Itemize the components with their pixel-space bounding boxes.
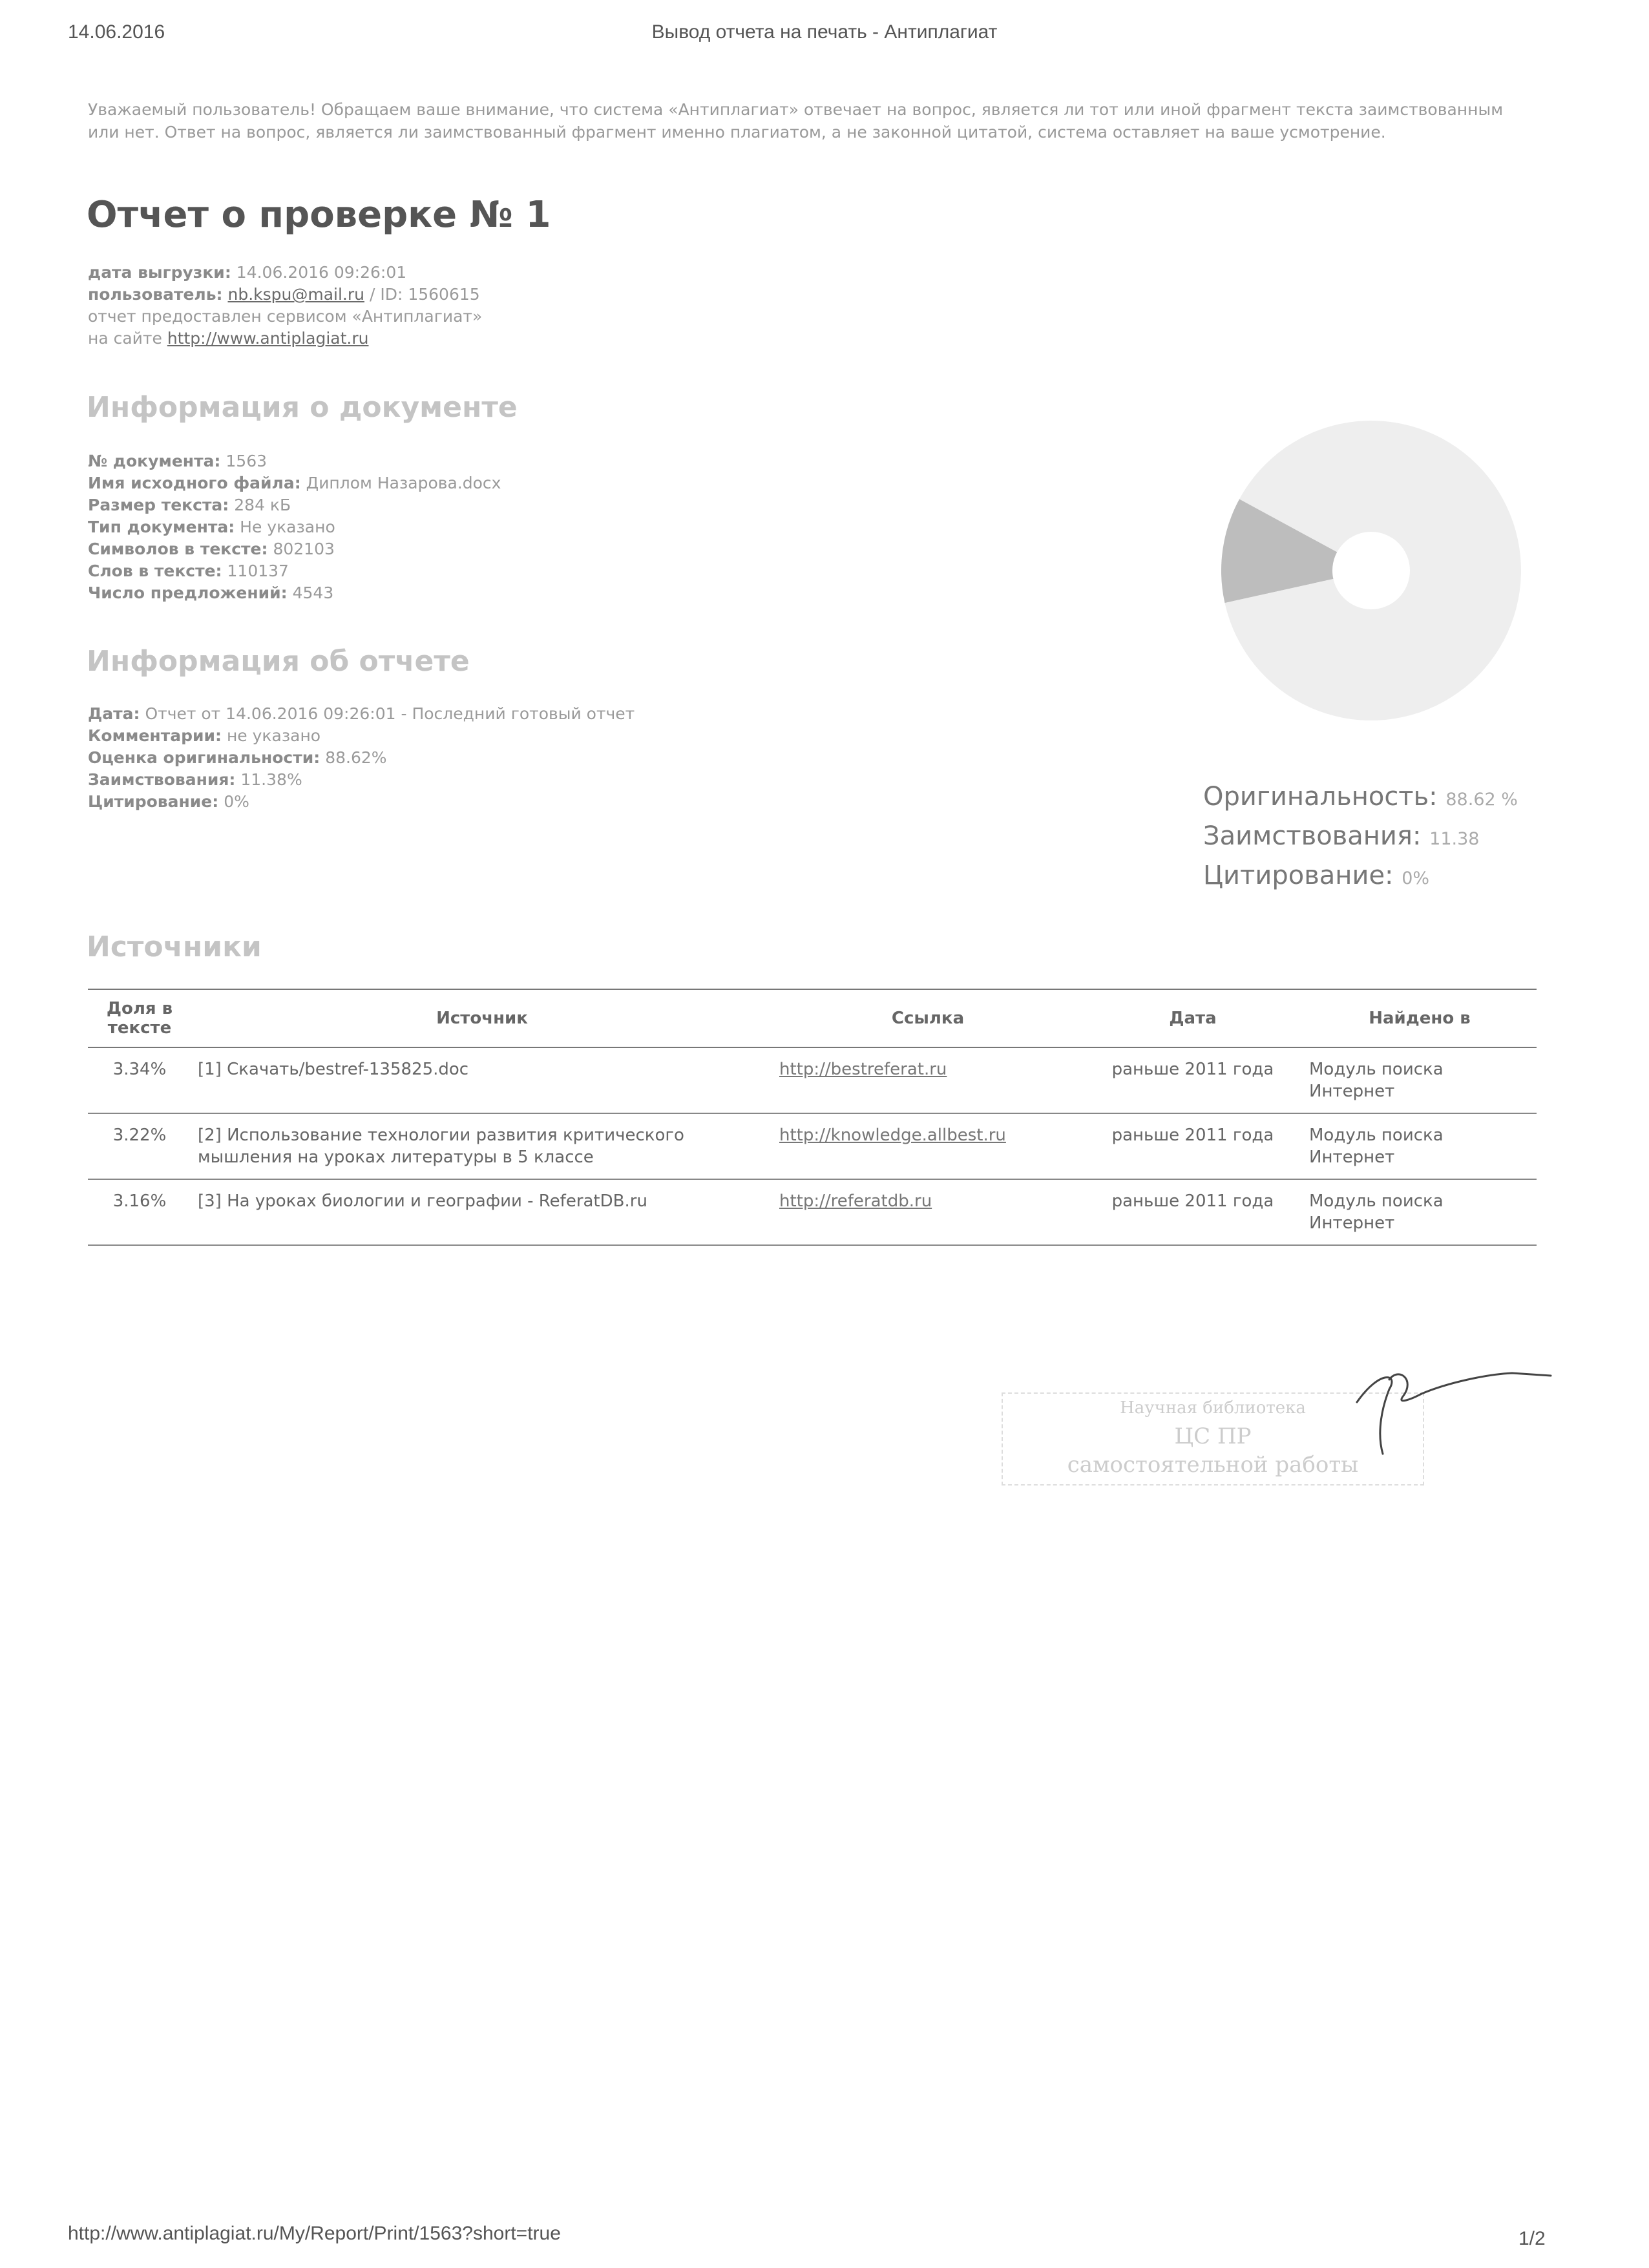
source-link-cell [773, 1047, 1083, 1113]
source-share: 3.22% [88, 1113, 191, 1179]
report-info-item [88, 769, 635, 791]
originality-donut-chart [1189, 407, 1538, 756]
source-found-in: Модуль поиска Интернет [1303, 1047, 1537, 1113]
report-title: Отчет о проверке № 1 [87, 194, 551, 236]
legend-borrowing-label: Заимствования: [1203, 821, 1422, 851]
doc-info-label: Слов в тексте: [88, 562, 222, 580]
doc-info-value: 1563 [226, 452, 268, 470]
report-info-value: не указано [226, 726, 321, 745]
table-row [88, 1179, 1537, 1245]
legend-citation-value: 0% [1402, 868, 1430, 888]
source-link[interactable]: http://bestreferat.ru [779, 1060, 947, 1079]
doc-info-value: 4543 [292, 583, 334, 602]
notice-text: Уважаемый пользователь! Обращаем ваше внимание, что система «Антиплагиат» отвечает на вопрос, является ли тот или иной фрагмент текста заимствованным или нет. Ответ на вопрос, является ли заимствованный фрагмент именно плагиатом, а не законной цитатой, система оставляет на ваше усмотрение. [88, 100, 1504, 142]
legend-borrowing [1203, 818, 1518, 857]
col-source: Источник [191, 989, 773, 1047]
report-info-value: 88.62% [325, 748, 387, 767]
doc-info-value: Не указано [240, 518, 335, 536]
legend-citation-label: Цитирование: [1203, 861, 1394, 890]
col-date: Дата [1083, 989, 1303, 1047]
document-info-heading: Информация о документе [87, 391, 518, 424]
source-link[interactable]: http://referatdb.ru [779, 1192, 932, 1211]
col-link: Ссылка [773, 989, 1083, 1047]
source-share: 3.34% [88, 1047, 191, 1113]
doc-info-value: 110137 [227, 562, 289, 580]
source-found-in: Модуль поиска Интернет [1303, 1179, 1537, 1245]
source-found-in: Модуль поиска Интернет [1303, 1113, 1537, 1179]
source-share: 3.16% [88, 1179, 191, 1245]
sources-header-row [88, 989, 1537, 1047]
source-link-cell [773, 1113, 1083, 1179]
report-info-item [88, 703, 635, 725]
doc-info-label: Тип документа: [88, 518, 235, 536]
user-line [88, 284, 482, 306]
legend-originality-label: Оригинальность: [1203, 782, 1438, 812]
report-meta [88, 262, 482, 350]
doc-info-item [88, 450, 501, 472]
doc-info-item [88, 560, 501, 582]
legend-originality-value: 88.62 % [1445, 790, 1518, 810]
source-link-cell [773, 1179, 1083, 1245]
doc-info-item [88, 472, 501, 494]
report-info-value: 0% [224, 792, 249, 811]
report-info-label: Дата: [88, 704, 140, 723]
doc-info-item [88, 494, 501, 516]
signature-icon [1318, 1354, 1577, 1464]
doc-info-value: 284 кБ [234, 496, 291, 514]
doc-info-label: Символов в тексте: [88, 540, 268, 558]
doc-info-value: 802103 [273, 540, 335, 558]
doc-info-label: Размер текста: [88, 496, 229, 514]
export-date-line [88, 262, 482, 284]
print-title: Вывод отчета на печать - Антиплагиат [651, 21, 998, 43]
provided-text: отчет предоставлен сервисом «Антиплагиат» [88, 307, 483, 326]
user-email-link[interactable]: nb.kspu@mail.ru [227, 285, 364, 304]
doc-info-label: Число предложений: [88, 583, 288, 602]
doc-info-item [88, 516, 501, 538]
doc-info-value: Диплом Назарова.docx [306, 474, 501, 492]
report-info-heading: Информация об отчете [87, 645, 470, 678]
report-info-label: Комментарии: [88, 726, 222, 745]
source-date: раньше 2011 года [1083, 1179, 1303, 1245]
source-name: [1] Скачать/bestref-135825.doc [191, 1047, 773, 1113]
site-line [88, 328, 482, 350]
legend-borrowing-value: 11.38 [1429, 829, 1480, 849]
doc-info-item [88, 582, 501, 604]
export-date-value: 14.06.2016 09:26:01 [236, 263, 407, 282]
report-info-label: Заимствования: [88, 770, 236, 789]
doc-info-label: Имя исходного файла: [88, 474, 301, 492]
stamp-line-2: ЦС ПР [1174, 1423, 1252, 1449]
report-info-item [88, 725, 635, 747]
source-date: раньше 2011 года [1083, 1113, 1303, 1179]
source-date: раньше 2011 года [1083, 1047, 1303, 1113]
report-info-item [88, 791, 635, 813]
doc-info-label: № документа: [88, 452, 221, 470]
export-date-label: дата выгрузки: [88, 263, 231, 282]
site-prefix: на сайте [88, 329, 162, 348]
report-info-item [88, 747, 635, 769]
report-info-label: Цитирование: [88, 792, 219, 811]
legend-citation [1203, 857, 1518, 897]
donut-hole [1332, 532, 1410, 609]
col-found-in: Найдено в [1303, 989, 1537, 1047]
user-id: / ID: 1560615 [369, 285, 480, 304]
report-info-value: Отчет от 14.06.2016 09:26:01 - Последний готовый отчет [145, 704, 635, 723]
source-name: [2] Использование технологии развития критического мышления на уроках литературы в 5 классе [191, 1113, 773, 1179]
col-share: Доля в тексте [88, 989, 191, 1047]
report-info-value: 11.38% [240, 770, 302, 789]
legend-originality [1203, 779, 1518, 818]
user-label: пользователь: [88, 285, 223, 304]
sources-table [88, 989, 1537, 1246]
source-name: [3] На уроках биологии и географии - ReferatDB.ru [191, 1179, 773, 1245]
report-info-list [88, 703, 635, 813]
sources-heading: Источники [87, 930, 262, 963]
stamp-line-3: самостоятельной работы [1067, 1452, 1359, 1478]
site-link[interactable]: http://www.antiplagiat.ru [167, 329, 369, 348]
doc-info-item [88, 538, 501, 560]
chart-legend [1203, 779, 1518, 897]
footer-url: http://www.antiplagiat.ru/My/Report/Print/1563?short=true [68, 2223, 561, 2244]
footer-page-number: 1/2 [1518, 2228, 1546, 2249]
source-link[interactable]: http://knowledge.allbest.ru [779, 1126, 1006, 1145]
print-date: 14.06.2016 [68, 21, 165, 43]
report-info-label: Оценка оригинальности: [88, 748, 320, 767]
stamp-line-1: Научная библиотека [1120, 1398, 1306, 1418]
table-row [88, 1047, 1537, 1113]
document-info-list [88, 450, 501, 604]
table-row [88, 1113, 1537, 1179]
